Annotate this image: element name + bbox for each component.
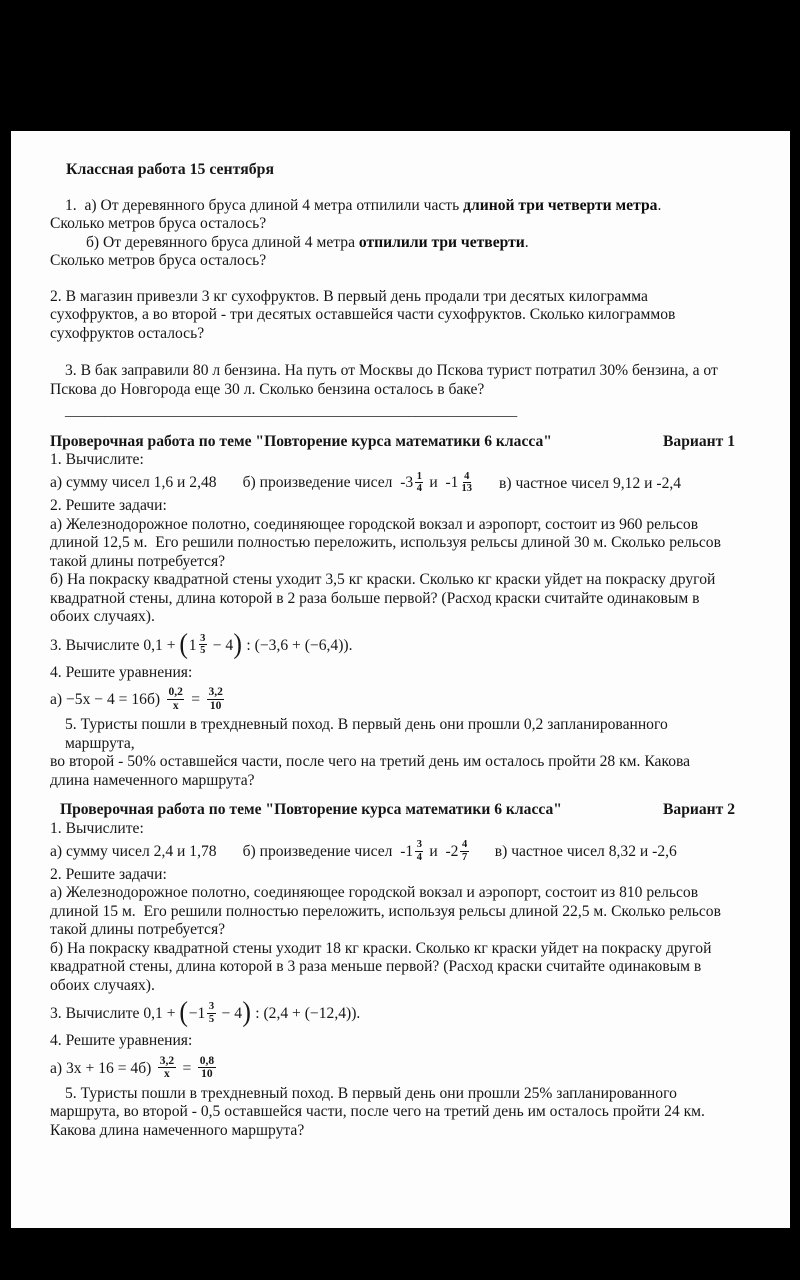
fraction: $\frac{3}{5}$ [200,632,206,657]
text-line: б) На покраску квадратной стены уходит 18 кг краски. Сколько кг краски уйдет на покраску другой [50,939,712,957]
text-line: сухофруктов осталось? [50,324,205,342]
variant-2-section [50,801,735,1140]
variant-1-section [50,433,735,791]
text-line: такой длины потребуется? [50,921,226,938]
text-line: маршрута, во второй - 0,5 оставшейся части, после чего на третий день им осталось пройти 24 км. [50,1103,705,1120]
text-line: квадратной стены, длина которой в 2 раза больше первой? (Расход краски считайте одинаковым в [50,589,700,607]
calc-task-label: 1. Вычислите: [50,819,144,837]
text-line: такой длины потребуется? [50,552,226,570]
text-line: Сколько метров бруса осталось? [50,215,267,232]
bold-phrase: длиной три четверти метра [463,196,658,214]
equation-b: б) $\frac{3,2}{x}$ = $\frac{0,8}{10}$ [138,1054,215,1081]
text-line: Какова длина намеченного маршрута? [50,1121,305,1139]
divider-line: __________________________________________________________ [65,402,518,419]
calc-task-label: 1. Вычислите: [50,451,144,468]
fraction: $\frac{0,2}{x}$ [168,686,183,712]
variant-label: Вариант 2 [663,801,735,818]
equation-a: а) 3x + 16 = 4 [50,1059,139,1077]
mixed-number: 1 $\frac{3}{5}$ [188,632,206,657]
text-line: длиной 15 м. Его решили полностью переложить, используя рельсы длиной 22,5 м. Сколько рельсов [50,902,721,920]
fraction: $\frac{4}{7}$ [461,839,468,863]
text-line: сухофруктов, а во второй - три десятых оставшейся части сухофруктов. Сколько килограммов [50,306,676,323]
fraction: $\frac{3}{4}$ [416,839,422,863]
equations-label: 4. Решите уравнения: [50,663,193,681]
text-line: а) Железнодорожное полотно, соединяющее городской вокзал и аэропорт, состоит из 810 рельсов [50,884,699,901]
classwork-title: Классная работа 15 сентября [66,161,274,178]
text-line: 1. а) От деревянного бруса длиной 4 метра отпилили часть длиной три четверти метра. [65,196,662,214]
calc-items-row [50,472,735,497]
text-line: длина намеченного маршрута? [50,771,255,789]
equation-a: а) −5x − 4 = 16 [50,691,147,708]
document-page [11,131,790,1228]
calc-item-a: а) сумму чисел 1,6 и 2,48 [50,474,217,492]
text-line: обоих случаях). [50,976,155,994]
equations-label: 4. Решите уравнения: [50,1032,193,1049]
problem-3 [50,362,735,399]
calc-expression-row: 3. Вычислите 0,1 + (−1 $\frac{3}{5}$ − 4) : (2,4 + (−12,4)). [50,997,361,1029]
equations-row [50,1054,735,1083]
calc-item-c: в) частное чисел 8,32 и -2,6 [494,842,677,860]
fraction: $\frac{3}{5}$ [208,1001,215,1025]
problem-1 [50,197,735,271]
fraction: $\frac{4}{13}$ [461,470,472,495]
calc-item-c: в) частное чисел 9,12 и -2,4 [498,474,682,492]
task-b [50,940,735,996]
equations-row [50,685,735,714]
fraction: $\frac{1}{4}$ [416,470,422,495]
text-line: квадратной стены, длина которой в 3 раза меньше первой? (Расход краски считайте одинаковым в [50,958,702,975]
calc-expression-row: 3. Вычислите 0,1 + (1 $\frac{3}{5}$ − 4) : (−3,6 + (−6,4)). [50,628,353,660]
close-paren: ) [233,628,243,660]
task-5 [50,1085,735,1141]
variant-1-header [50,433,735,452]
task-b [50,571,735,627]
open-paren: ( [179,997,189,1029]
equation-b: б) $\frac{0,2}{x}$ = $\frac{3,2}{10}$ [146,686,223,712]
problem-2 [50,288,735,344]
mixed-number: −1 $\frac{3}{5}$ [188,1001,215,1025]
text-line: во второй - 50% оставшейся части, после чего на третий день им осталось пройти 28 км. Какова [50,753,691,770]
variant-2-header [50,801,735,820]
work-title: Проверочная работа по теме "Повторение курса математики 6 класса" [50,432,552,450]
open-paren: ( [179,628,189,660]
fraction: $\frac{3,2}{x}$ [159,1054,175,1081]
calc-item-a: а) сумму чисел 2,4 и 1,78 [50,842,217,860]
calc-items-row [50,840,735,865]
calc-item-b: б) произведение чисел -1 $\frac{3}{4}$ и -2 $\frac{4}{7}$ [242,839,468,863]
solve-tasks-label: 2. Решите задачи: [50,865,167,883]
fraction: $\frac{0,8}{10}$ [199,1054,215,1081]
text-line: б) На покраску квадратной стены уходит 3,5 кг краски. Сколько кг краски уйдет на покраску другой [50,571,716,588]
solve-tasks-label: 2. Решите задачи: [50,497,167,514]
text-line: б) От деревянного бруса длиной 4 метра отпилили три четверти. [86,233,529,251]
text-line: а) Железнодорожное полотно, соединяющее городской вокзал и аэропорт, состоит из 960 рельсов [50,515,699,533]
text-line: длиной 12,5 м. Его решили полностью переложить, используя рельсы длиной 30 м. Сколько рельсов [50,534,721,551]
text-line: Сколько метров бруса осталось? [50,252,267,269]
bold-phrase: отпилили три четверти [358,233,525,251]
text-line: Пскова до Новгорода еще 30 л. Сколько бензина осталось в баке? [50,380,485,398]
work-title: Проверочная работа по теме "Повторение курса математики 6 класса" [60,801,562,818]
variant-label: Вариант 1 [663,432,735,450]
close-paren: ) [242,997,251,1029]
text-line: 5. Туристы пошли в трехдневный поход. В первый день они прошли 25% запланированного [65,1084,677,1102]
task-a [50,884,735,940]
calc-item-b: б) произведение чисел -3 $\frac{1}{4}$ и -1 $\frac{4}{13}$ [242,470,472,495]
text-line: обоих случаях). [50,608,155,625]
fraction: $\frac{3,2}{10}$ [208,686,223,712]
task-5 [50,716,735,790]
task-a [50,516,735,572]
text-line: 5. Туристы пошли в трехдневный поход. В первый день они прошли 0,2 запланированного маршрута, [65,716,668,752]
text-line: 3. В бак заправили 80 л бензина. На путь от Москвы до Пскова турист потратил 30% бензина, а от [65,362,718,379]
text-line: 2. В магазин привезли 3 кг сухофруктов. В первый день продали три десятых килограмма [50,287,648,305]
